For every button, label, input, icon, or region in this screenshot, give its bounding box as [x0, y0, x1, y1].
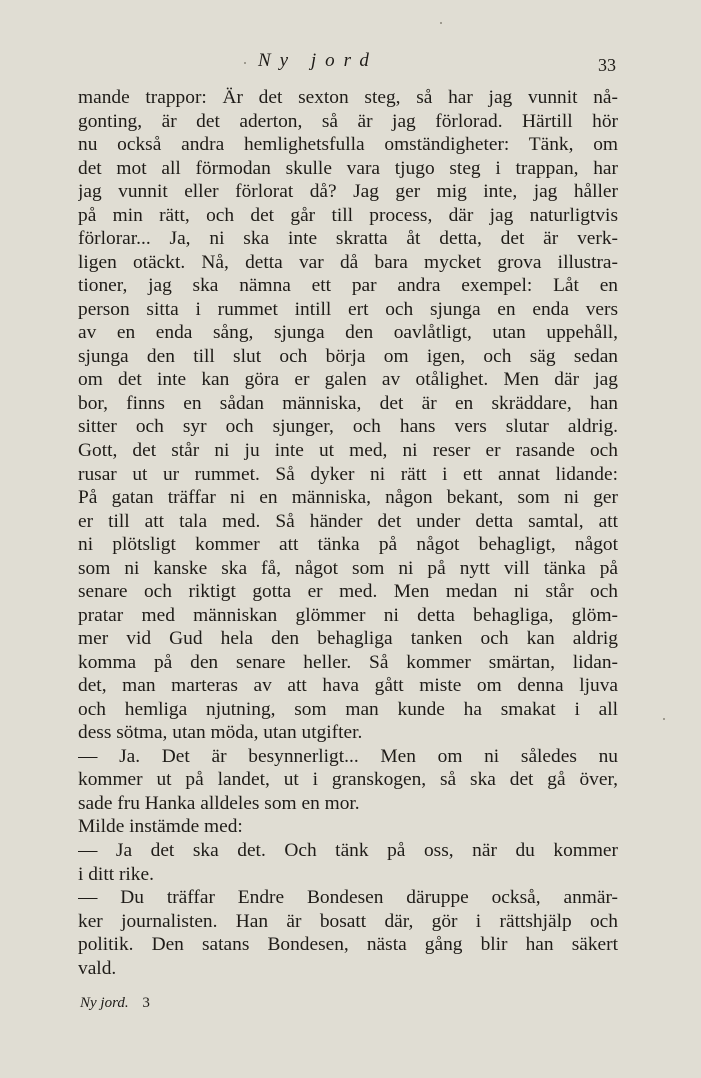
text-line: rusar ut ur rummet. Så dyker ni rätt i ett annat lidande: — [78, 463, 618, 485]
running-head — [0, 48, 701, 74]
text-line: och hemliga njutning, som man kunde ha smakat i all — [78, 698, 618, 720]
text-line: förlorar... Ja, ni ska inte skratta åt detta, det är verk- — [78, 228, 618, 250]
text-line: Milde instämde med: — [78, 816, 243, 838]
text-line: person sitta i rummet intill ert och sjunga en enda vers — [78, 298, 618, 320]
running-title: Ny jord — [258, 50, 378, 71]
text-line: gonting, är det aderton, så är jag förlorad. Härtill hör — [78, 110, 618, 132]
text-line: ni plötsligt kommer att tänka på något behagligt, något — [78, 534, 618, 556]
text-line: som ni kanske ska få, något som ni på nytt vill tänka på — [78, 557, 618, 579]
text-line: mer vid Gud hela den behagliga tanken och kan aldrig — [78, 628, 618, 650]
text-line: jag vunnit eller förlorat då? Jag ger mig inte, jag håller — [78, 181, 618, 203]
body-text — [78, 86, 618, 980]
text-line: er till att tala med. Så händer det under detta samtal, att — [78, 510, 618, 532]
text-line: politik. Den satans Bondesen, nästa gång blir han säkert — [78, 934, 618, 956]
text-line: i ditt rike. — [78, 863, 154, 885]
text-line: — Du träffar Endre Bondesen däruppe också, anmär- — [78, 887, 618, 909]
text-line: komma på den senare heller. Så kommer smärtan, lidan- — [78, 651, 618, 673]
text-line: tioner, jag ska nämna ett par andra exempel: Låt en — [78, 275, 618, 297]
text-line: om det inte kan göra er galen av otålighet. Men där jag — [78, 369, 618, 391]
text-line: sade fru Hanka alldeles som en mor. — [78, 792, 360, 814]
text-line: sjunga den till slut och börja om igen, och säg sedan — [78, 345, 618, 367]
text-line: sitter och syr och sjunger, och hans vers slutar aldrig. — [78, 416, 618, 438]
signature-title: Ny jord. — [80, 995, 129, 1011]
text-line: ker journalisten. Han är bosatt där, gör i rättshjälp och — [78, 910, 618, 932]
text-line: på min rätt, och det går till process, där jag naturligtvis — [78, 204, 618, 226]
text-line: bor, finns en sådan människa, det är en skräddare, han — [78, 392, 618, 414]
text-line: kommer ut på landet, ut i granskogen, så ska det gå över, — [78, 769, 618, 791]
signature-number: 3 — [142, 995, 150, 1011]
text-line: ligen otäckt. Nå, detta var då bara mycket grova illustra- — [78, 251, 618, 273]
text-line: På gatan träffar ni en människa, någon bekant, som ni ger — [78, 487, 618, 509]
text-line: vald. — [78, 957, 117, 979]
text-line: det mot all förmodan skulle vara tjugo steg i trappan, har — [78, 157, 618, 179]
text-line: det, man marteras av att hava gått miste om denna ljuva — [78, 675, 618, 697]
paper-speck — [244, 62, 246, 64]
paper-speck — [663, 718, 665, 720]
text-line: pratar med människan glömmer ni detta behagliga, glöm- — [78, 604, 618, 626]
text-line: nu också andra hemlighetsfulla omständigheter: Tänk, om — [78, 134, 618, 156]
text-line: senare och riktigt gotta er med. Men medan ni står och — [78, 581, 618, 603]
text-line: dess sötma, utan möda, utan utgifter. — [78, 722, 363, 744]
page-number: 33 — [598, 55, 616, 75]
text-line: — Ja. Det är besynnerligt... Men om ni således nu — [78, 745, 618, 767]
text-line: mande trappor: Är det sexton steg, så har jag vunnit nå- — [78, 87, 618, 108]
text-line: — Ja det ska det. Och tänk på oss, när du kommer — [78, 840, 618, 861]
paper-speck — [440, 22, 442, 24]
text-line: Gott, det står ni ju inte ut med, ni reser er rasande och — [78, 439, 618, 461]
text-line: av en enda sång, sjunga den oavlåtligt, utan uppehåll, — [78, 322, 618, 344]
printer-signature — [80, 993, 150, 1013]
